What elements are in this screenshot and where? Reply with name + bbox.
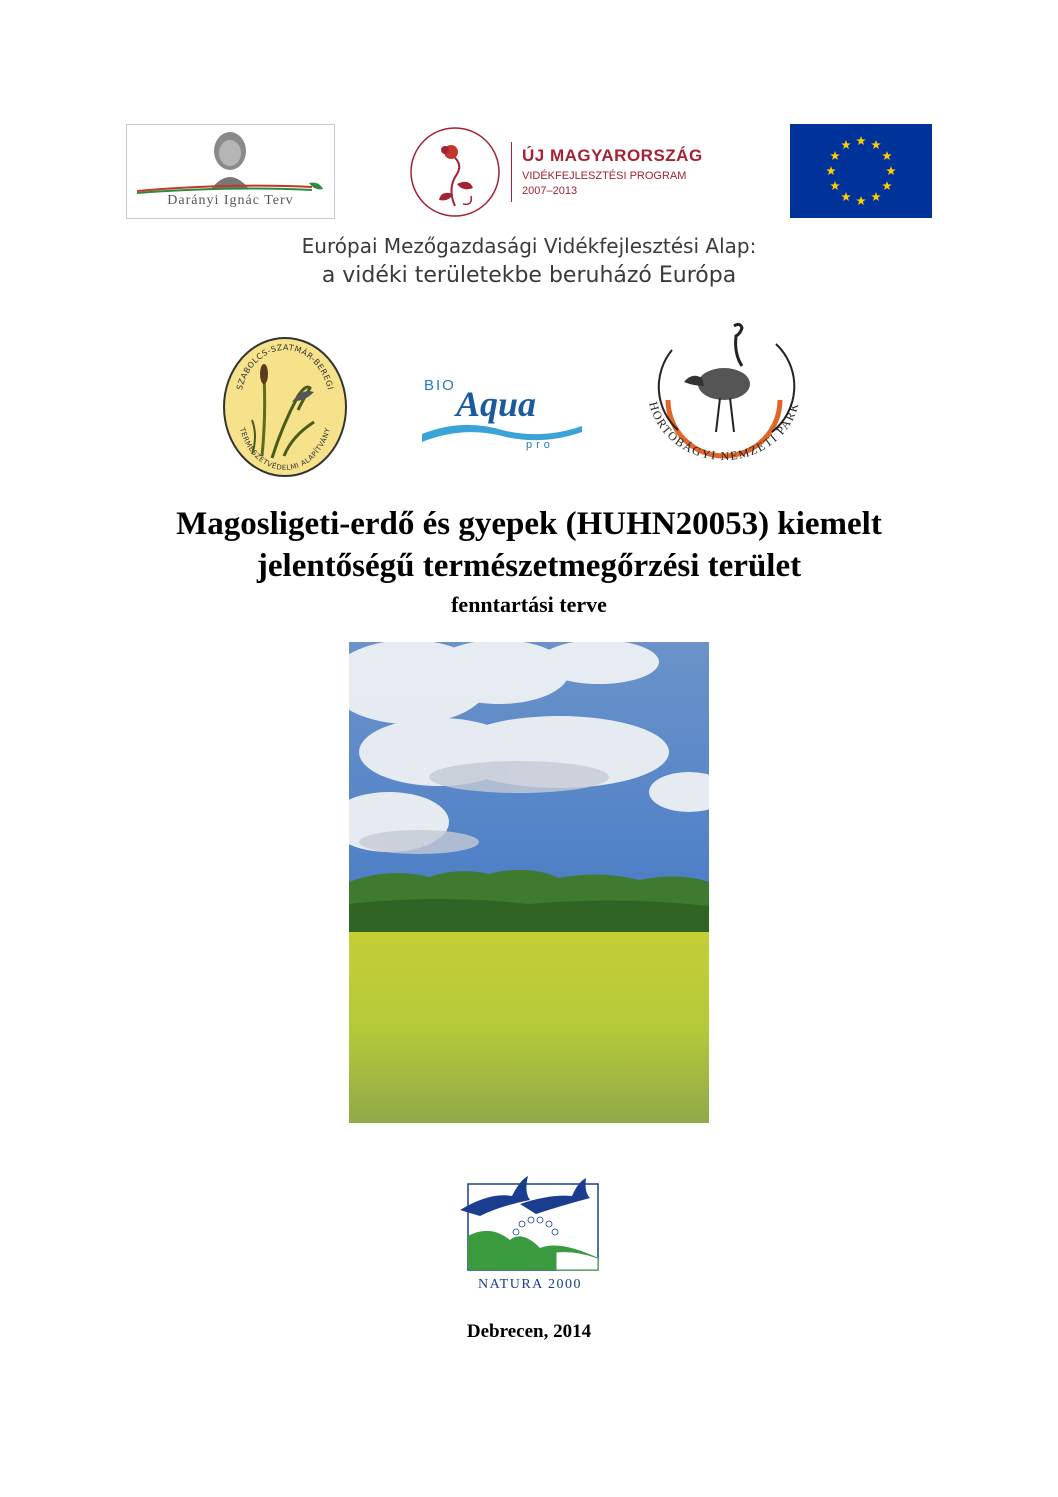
bioaqua-bio-text: BIO (424, 377, 456, 394)
eu-flag-icon (790, 124, 932, 218)
eafrd-line-1: Európai Mezőgazdasági Vidékfejlesztési Alap: (301, 234, 757, 258)
uj-magyarorszag-program: VIDÉKFEJLESZTÉSI PROGRAM (522, 170, 687, 182)
daranyi-ignac-terv-logo (126, 124, 335, 219)
document-title-line-2: jelentőségű természetmegőrzési terület (256, 548, 802, 584)
uj-magyarorszag-title: ÚJ MAGYARORSZÁG (522, 146, 703, 165)
place-and-date: Debrecen, 2014 (466, 1321, 592, 1342)
eafrd-line-2: a vidéki területekbe beruházó Európa (321, 263, 737, 288)
szabolcs-top-text: SZABOLCS-SZATMÁR-BEREGI (234, 342, 336, 391)
bioaqua-pro-logo (422, 372, 582, 452)
hortobagyi-nemzeti-park-logo (638, 320, 810, 470)
rose-emblem-icon (407, 126, 503, 218)
document-title-line-1: Magosligeti-erdő és gyepek (HUHN20053) kiemelt (176, 506, 882, 542)
landscape-photo (349, 642, 709, 1123)
natura-text: NATURA 2000 (477, 1277, 583, 1292)
szabolcs-szatmar-beregi-logo (222, 336, 348, 478)
document-subtitle: fenntartási terve (451, 592, 607, 617)
bioaqua-pro-text: pro (526, 439, 554, 451)
daranyi-logo-text: Darányi Ignác Terv (167, 193, 294, 208)
hortobagy-text: HORTOBÁGYI NEMZETI PARK (646, 400, 802, 464)
uj-magyarorszag-logo (407, 126, 717, 218)
natura-2000-logo (460, 1174, 600, 1294)
bioaqua-aqua-text: Aqua (456, 384, 537, 424)
szabolcs-bottom-text: TERMÉSZETVÉDELMI ALAPÍTVÁNY (237, 426, 333, 473)
divider (511, 142, 512, 202)
uj-magyarorszag-years: 2007–2013 (522, 185, 578, 197)
